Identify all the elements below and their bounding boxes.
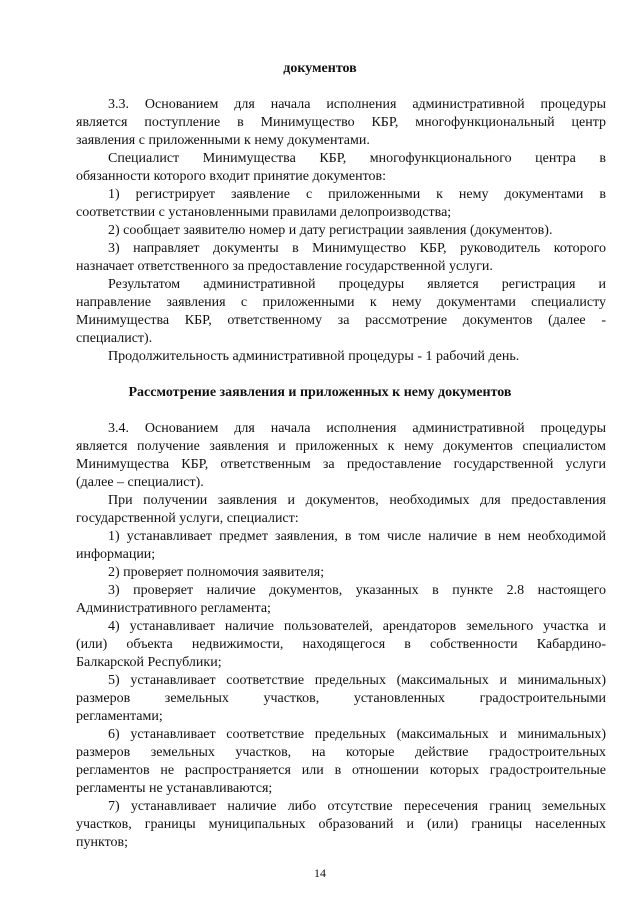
step-7-line: пунктов;: [76, 835, 129, 850]
paragraph-3-4-line: Минимущества КБР, ответственным за предоставление государственной услуги: [76, 457, 606, 472]
step-5-line: 5) устанавливает соответствие предельных (максимальных и минимальных): [108, 673, 606, 688]
result-paragraph-line: Минимущества КБР, ответственному за рассмотрение документов (далее -: [76, 313, 606, 328]
list-item-3-line: назначает ответственного за предоставление государственной услуги.: [76, 259, 493, 274]
paragraph-3-4-line: 3.4. Основанием для начала исполнения административной процедуры: [108, 421, 606, 436]
list-item-3-line: 3) направляет документы в Минимущество КБР, руководитель которого: [108, 241, 606, 256]
result-paragraph-line: специалист).: [76, 331, 153, 346]
step-1-line: информации;: [76, 547, 156, 562]
step-3-line: 3) проверяет наличие документов, указанных в пункте 2.8 настоящего: [108, 583, 606, 598]
step-3-line: Административного регламента;: [76, 601, 271, 616]
list-item-1-line: соответствии с установленными правилами делопроизводства;: [76, 205, 452, 220]
step-5-line: размеров земельных участков, установленных градостроительными: [76, 691, 606, 706]
paragraph-3-3-line: заявления с приложенными к нему документами.: [76, 133, 370, 148]
list-item-2: 2) сообщает заявителю номер и дату регистрации заявления (документов).: [108, 223, 553, 238]
paragraph-3-4-line: является получение заявления и приложенных к нему документов специалистом: [76, 439, 606, 454]
paragraph-3-3-line: является поступление в Минимущество КБР, многофункциональный центр: [76, 115, 606, 130]
section-heading: Рассмотрение заявления и приложенных к нему документов: [128, 385, 512, 400]
paragraph-3-4-line: (далее – специалист).: [76, 475, 204, 490]
paragraph-3-3-line: 3.3. Основанием для начала исполнения административной процедуры: [108, 97, 606, 112]
step-1-line: 1) устанавливает предмет заявления, в том числе наличие в нем необходимой: [108, 529, 606, 544]
step-4-line: (или) объекта недвижимости, находящегося в собственности Кабардино-: [76, 637, 606, 652]
result-paragraph-line: направление заявления с приложенными к нему документами специалисту: [76, 295, 606, 310]
step-6-line: размеров земельных участков, на которые действие градостроительных: [76, 745, 606, 760]
section-heading-continued: документов: [283, 61, 357, 76]
step-5-line: регламентами;: [76, 709, 163, 724]
specialist-paragraph-line: Специалист Минимущества КБР, многофункционального центра в: [108, 151, 606, 166]
step-4-line: 4) устанавливает наличие пользователей, арендаторов земельного участка и: [108, 619, 606, 634]
receive-paragraph-line: государственной услуги, специалист:: [76, 511, 299, 526]
specialist-paragraph-line: обязанности которого входит принятие документов:: [76, 169, 387, 184]
page-number: 14: [314, 866, 326, 880]
step-2: 2) проверяет полномочия заявителя;: [108, 565, 325, 580]
step-7-line: участков, границы муниципальных образований и (или) границы населенных: [76, 817, 606, 832]
step-7-line: 7) устанавливает наличие либо отсутствие пересечения границ земельных: [108, 799, 606, 814]
step-6-line: регламентов не распространяется или в отношении которых градостроительные: [76, 763, 606, 778]
result-paragraph-line: Результатом административной процедуры является регистрация и: [108, 277, 606, 292]
receive-paragraph-line: При получении заявления и документов, необходимых для предоставления: [108, 493, 606, 508]
step-4-line: Балкарской Республики;: [76, 655, 222, 670]
duration-paragraph: Продолжительность административной процедуры - 1 рабочий день.: [108, 349, 520, 364]
list-item-1-line: 1) регистрирует заявление с приложенными к нему документами в: [108, 187, 606, 202]
step-6-line: 6) устанавливает соответствие предельных (максимальных и минимальных): [108, 727, 606, 742]
step-6-line: регламенты не устанавливаются;: [76, 781, 273, 796]
